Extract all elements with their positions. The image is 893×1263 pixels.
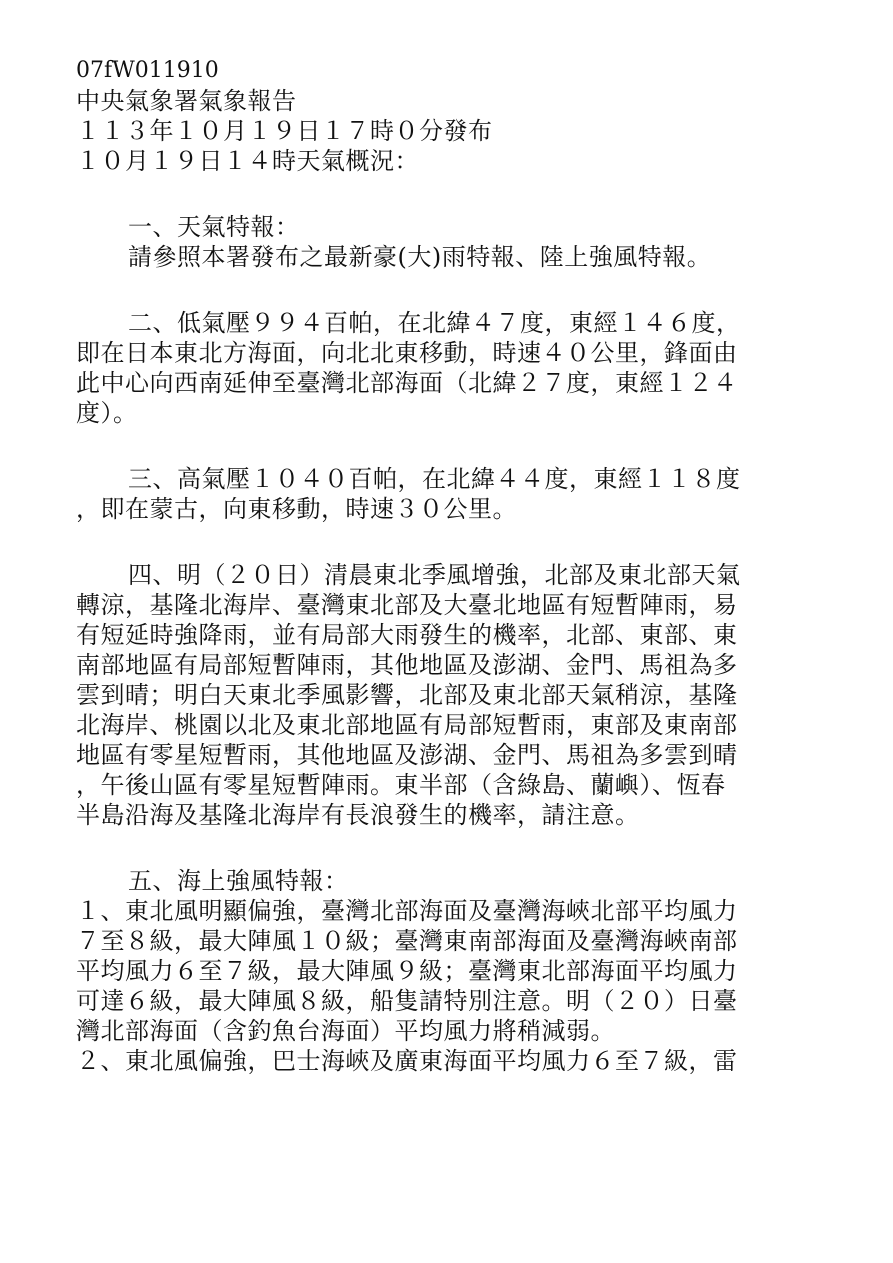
paragraph-line: 轉涼，基隆北海岸、臺灣東北部及大臺北地區有短暫陣雨，易: [76, 591, 738, 619]
section-weather-warning: [76, 212, 816, 272]
paragraph-line: 請參照本署發布之最新豪(大)雨特報、陸上強風特報。: [128, 243, 712, 271]
section-forecast: [76, 560, 816, 830]
paragraph-line: 可達６級，最大陣風８級，船隻請特別注意。明（２０）日臺: [76, 987, 738, 1015]
paragraph-line: 南部地區有局部短暫陣雨，其他地區及澎湖、金門、馬祖為多: [76, 651, 738, 679]
paragraph-line: 平均風力６至７級，最大陣風９級；臺灣東北部海面平均風力: [76, 957, 738, 985]
section-marine-wind-warning: [76, 866, 816, 1076]
paragraph-line: ，即在蒙古，向東移動，時速３０公里。: [76, 495, 517, 523]
section-gap: [76, 830, 816, 866]
paragraph-line: 即在日本東北方海面，向北北東移動，時速４０公里，鋒面由: [76, 339, 738, 367]
paragraph-line: ７至８級，最大陣風１０級；臺灣東南部海面及臺灣海峽南部: [76, 927, 738, 955]
paragraph-line: 四、明（２０日）清晨東北季風增強，北部及東北部天氣: [128, 561, 741, 589]
paragraph-line: 灣北部海面（含釣魚台海面）平均風力將稍減弱。: [76, 1017, 615, 1045]
section-gap: [76, 524, 816, 560]
paragraph-line: 度）。: [76, 399, 138, 427]
section-high-pressure: [76, 464, 816, 524]
paragraph-line: 雲到晴；明白天東北季風影響，北部及東北部天氣稍涼，基隆: [76, 681, 738, 709]
paragraph-line: 有短延時強降雨，並有局部大雨發生的機率，北部、東部、東: [76, 621, 738, 649]
paragraph-line: 北海岸、桃園以北及東北部地區有局部短暫雨，東部及東南部: [76, 711, 738, 739]
section-low-pressure: [76, 308, 816, 428]
weather-report-document: [76, 56, 816, 1076]
paragraph-line: 此中心向西南延伸至臺灣北部海面（北緯２７度，東經１２４: [76, 369, 738, 397]
section-gap: [76, 176, 816, 212]
agency-title: 中央氣象署氣象報告: [76, 87, 297, 115]
paragraph-line: 三、高氣壓１０４０百帕，在北緯４４度，東經１１８度: [128, 465, 741, 493]
section-gap: [76, 272, 816, 308]
paragraph-line: 半島沿海及基隆北海岸有長浪發生的機率，請注意。: [76, 801, 640, 829]
overview-heading: １０月１９日１４時天氣概況：: [76, 147, 419, 175]
document-code: 07fW011910: [76, 58, 219, 83]
paragraph-line: １、東北風明顯偏強，臺灣北部海面及臺灣海峽北部平均風力: [76, 897, 738, 925]
issue-time: １１３年１０月１９日１７時０分發布: [76, 117, 493, 145]
paragraph-line: ２、東北風偏強，巴士海峽及廣東海面平均風力６至７級，雷: [76, 1047, 738, 1075]
section-gap: [76, 428, 816, 464]
paragraph-line: ，午後山區有零星短暫陣雨。東半部（含綠島、蘭嶼）、恆春: [76, 771, 726, 799]
paragraph-line: 地區有零星短暫雨，其他地區及澎湖、金門、馬祖為多雲到晴: [76, 741, 738, 769]
section-heading: 五、海上強風特報：: [128, 867, 349, 895]
section-heading: 一、天氣特報：: [128, 213, 300, 241]
paragraph-line: 二、低氣壓９９４百帕，在北緯４７度，東經１４６度，: [128, 309, 741, 337]
